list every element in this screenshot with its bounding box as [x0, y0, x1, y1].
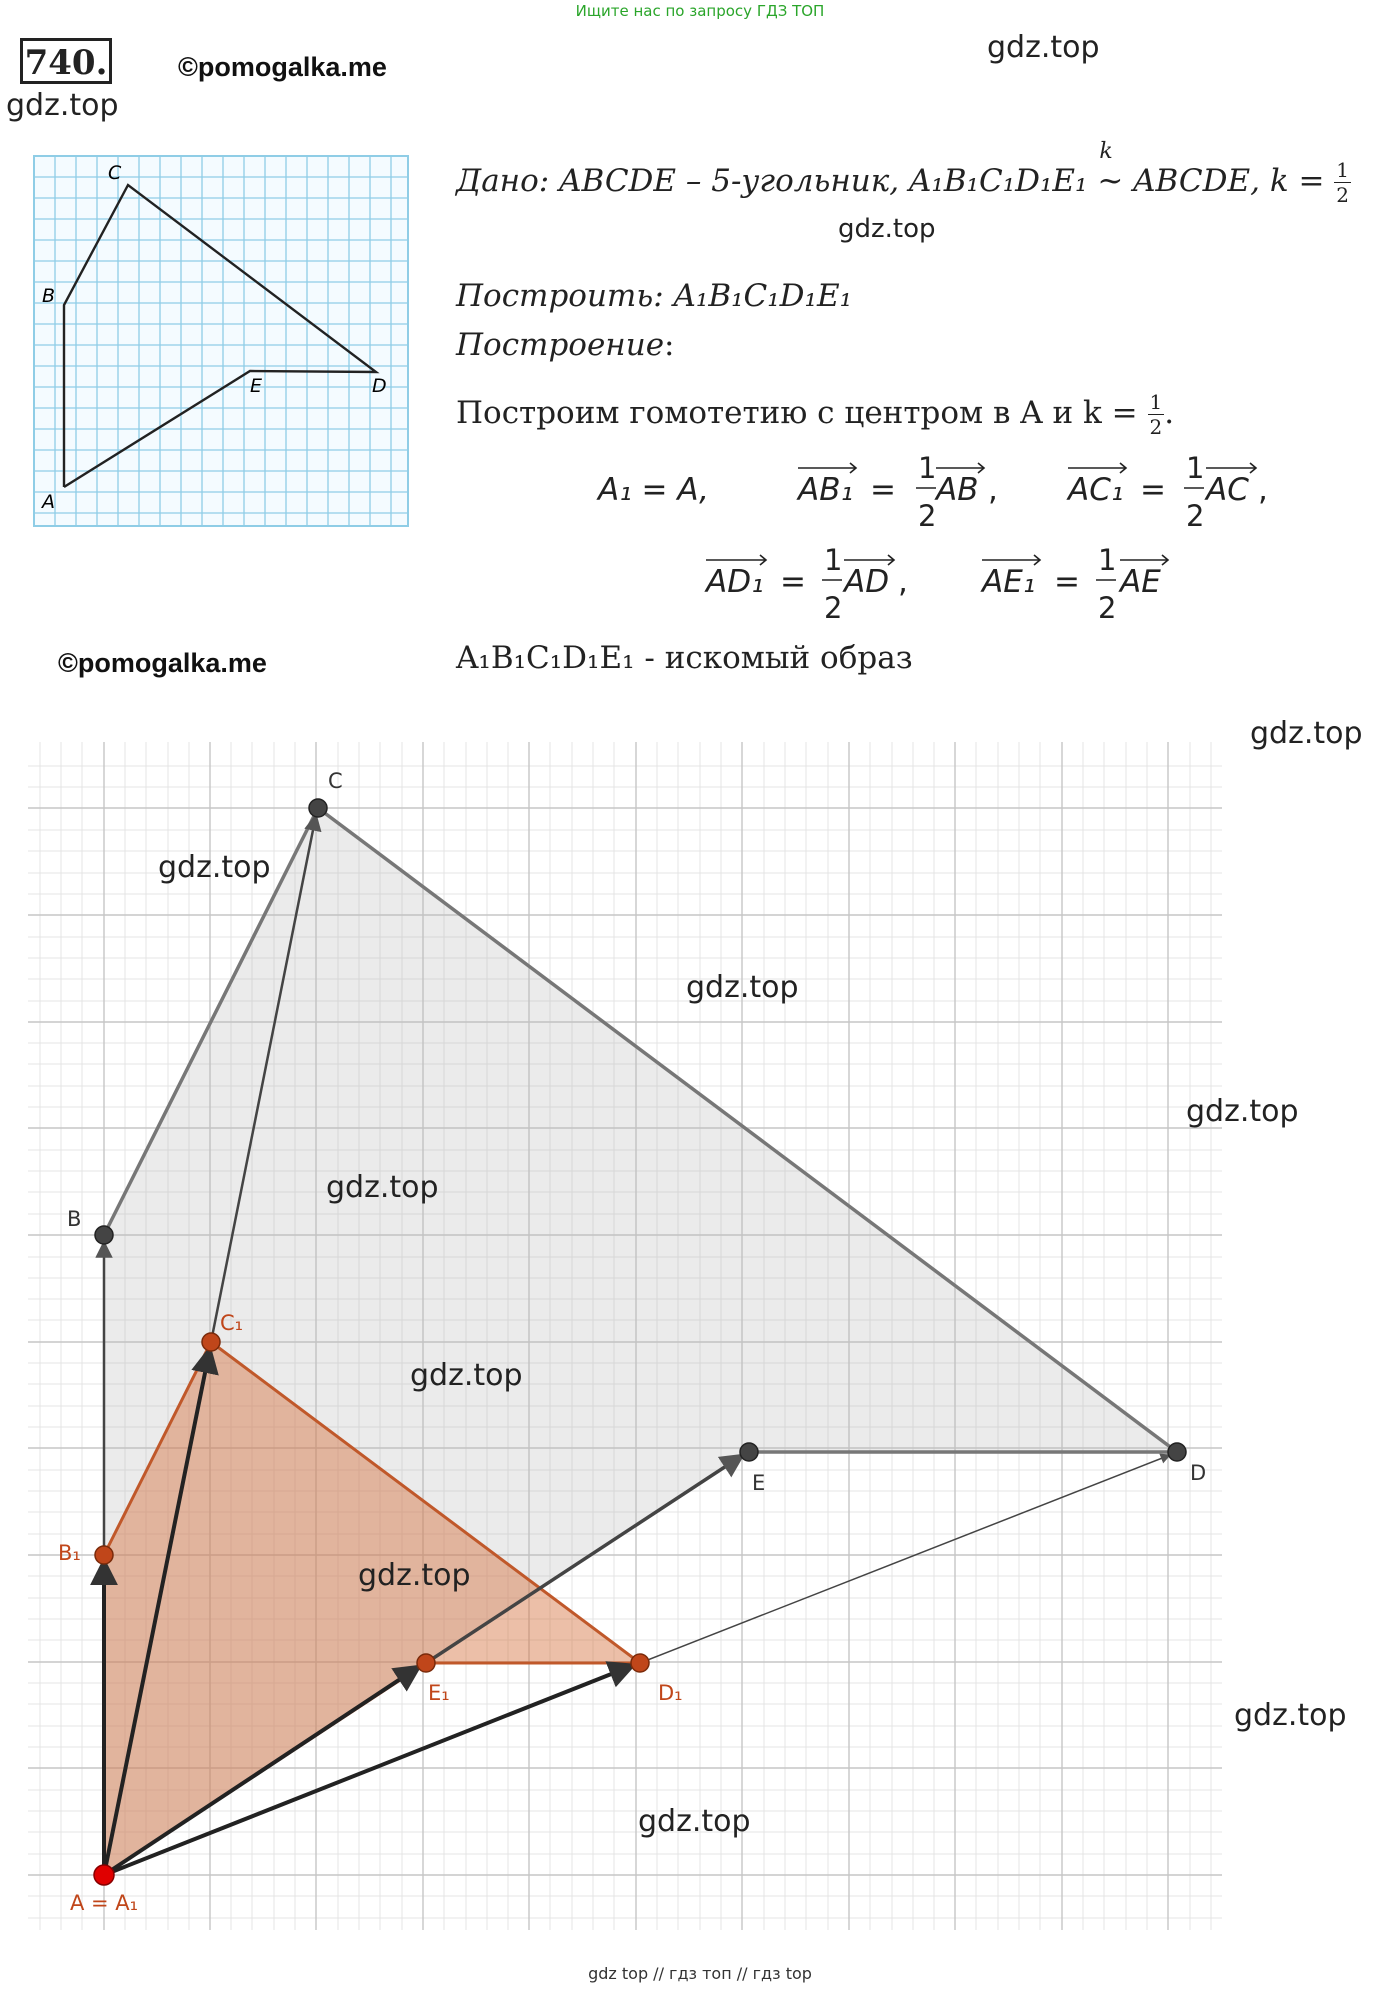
vector-d1d: [640, 1455, 1170, 1663]
comma-1: ,: [988, 472, 998, 508]
watermark-5: gdz.top: [158, 850, 271, 885]
ref-label-b: B: [42, 285, 56, 307]
point-a: [94, 1865, 114, 1885]
homothety-text: Построим гомотетию с центром в A и k =: [456, 395, 1148, 431]
watermark-2: gdz.top: [987, 30, 1100, 65]
construction-label: Построение: [456, 327, 665, 363]
formulas: [580, 448, 1300, 638]
construction-text: :: [664, 327, 675, 363]
watermark-6: gdz.top: [686, 970, 799, 1005]
build-label: Построить: [456, 278, 654, 314]
construction-line: [456, 327, 675, 363]
point-c: [309, 799, 327, 817]
watermark-11: gdz.top: [1234, 1698, 1347, 1733]
point-c1: [202, 1333, 220, 1351]
eq-2: =: [1140, 472, 1166, 508]
label-d1: D₁: [658, 1681, 683, 1705]
half-den-1: 2: [918, 499, 937, 533]
reference-figure: [30, 152, 416, 530]
ref-label-d: D: [372, 375, 387, 397]
result-line: A₁B₁C₁D₁E₁ - искомый образ: [456, 640, 913, 676]
point-d: [1168, 1443, 1186, 1461]
vec-ad: AD: [844, 564, 890, 600]
watermark-7: gdz.top: [1186, 1094, 1299, 1129]
watermark-8: gdz.top: [326, 1170, 439, 1205]
watermark-9: gdz.top: [410, 1358, 523, 1393]
comma-3: ,: [898, 564, 908, 600]
label-b1: B₁: [58, 1541, 81, 1565]
watermark-3: gdz.top: [838, 214, 936, 244]
build-text: : A₁B₁C₁D₁E₁: [653, 278, 853, 314]
label-e1: E₁: [428, 1681, 450, 1705]
watermark-12: gdz.top: [638, 1804, 751, 1839]
half-den-3: 2: [824, 591, 843, 625]
half-num-4: 1: [1098, 543, 1117, 577]
vec-ab1: AB₁: [798, 472, 853, 508]
label-e: E: [752, 1471, 766, 1495]
point-b1: [95, 1546, 113, 1564]
construction-figure: [0, 700, 1400, 1960]
vec-ac: AC: [1206, 472, 1249, 508]
formula-a1: A₁ = A,: [598, 472, 709, 508]
half-den-2: 2: [1186, 499, 1205, 533]
footer[interactable]: gdz top // гдз топ // гдз top: [588, 1964, 812, 1983]
half-num-3: 1: [824, 543, 843, 577]
given-line: [456, 139, 1351, 207]
label-d: D: [1190, 1461, 1207, 1485]
vec-ae1: AE₁: [982, 564, 1036, 600]
comma-2: ,: [1258, 472, 1268, 508]
ref-label-c: C: [108, 162, 122, 184]
half-den-4: 2: [1098, 591, 1117, 625]
watermark-1: gdz.top: [6, 88, 119, 123]
problem-number: 740.: [20, 38, 112, 84]
watermark-4: gdz.top: [1250, 716, 1363, 751]
homothety-fraction: $\frac{1}{2}$: [1149, 390, 1163, 439]
vec-ad1: AD₁: [706, 564, 764, 600]
point-e1: [417, 1654, 435, 1672]
homothety-line: Построим гомотетию с центром в A и k = $\frac{1}{2}$ .: [456, 390, 1175, 439]
label-b: B: [67, 1207, 82, 1231]
eq-3: =: [780, 564, 806, 600]
ref-label-e: E: [250, 375, 263, 397]
build-line: [456, 278, 852, 314]
watermark-10: gdz.top: [358, 1558, 471, 1593]
ref-label-a: A: [42, 491, 55, 513]
similar-sign: k ~: [1097, 139, 1124, 199]
vec-ab: AB: [936, 472, 979, 508]
eq-4: =: [1054, 564, 1080, 600]
similar-k: k: [1099, 139, 1113, 164]
vec-ae: AE: [1120, 564, 1161, 600]
copyright-top: ©pomogalka.me: [178, 52, 387, 82]
vec-ac1: AC₁: [1068, 472, 1124, 508]
half-num-2: 1: [1186, 451, 1205, 485]
label-c: C: [328, 769, 343, 793]
given-label: Дано: [456, 163, 539, 199]
half-num-1: 1: [918, 451, 937, 485]
top-banner[interactable]: Ищите нас по запросу ГДЗ ТОП: [575, 2, 825, 20]
point-b: [95, 1226, 113, 1244]
point-e: [740, 1443, 758, 1461]
given-after: ABCDE, k =: [1123, 163, 1335, 199]
eq-1: =: [870, 472, 896, 508]
given-fraction: $\frac{1}{2}$: [1336, 158, 1350, 207]
label-c1: C₁: [220, 1311, 244, 1335]
label-a: A = A₁: [70, 1891, 139, 1915]
given-text: : ABCDE – 5-угольник, A₁B₁C₁D₁E₁: [538, 163, 1098, 199]
copyright-mid: ©pomogalka.me: [58, 648, 267, 678]
point-d1: [631, 1654, 649, 1672]
